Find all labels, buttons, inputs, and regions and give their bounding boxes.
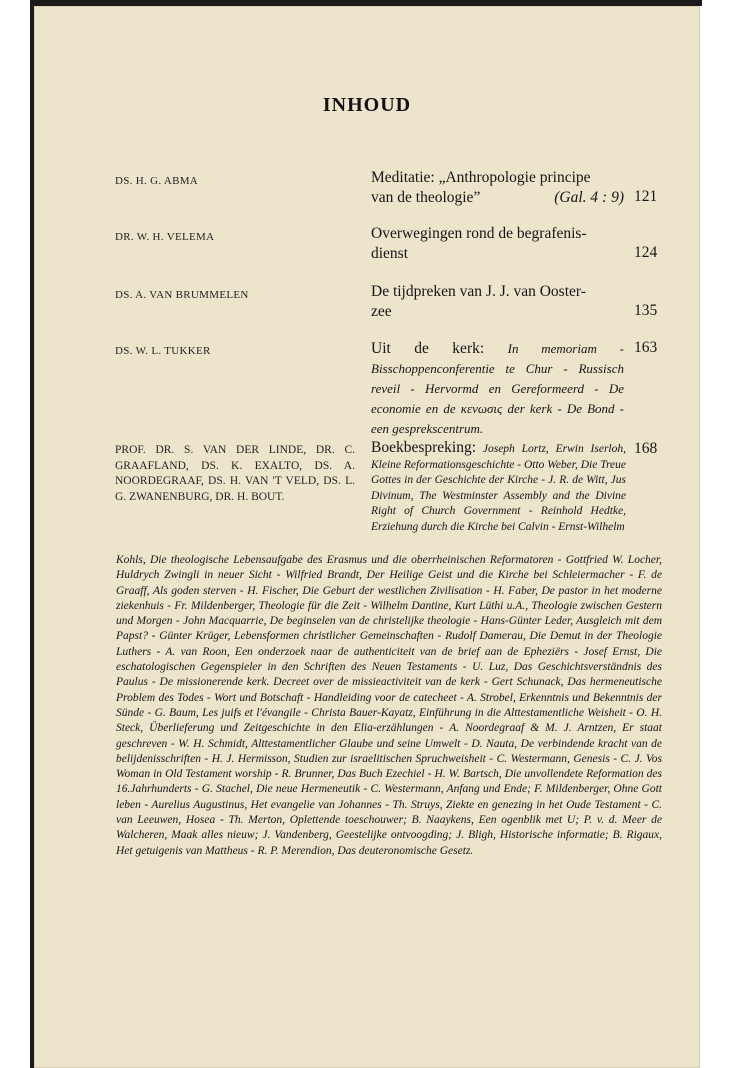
book-review-heading xyxy=(371,440,626,535)
entry-page-number: 135 xyxy=(634,302,658,319)
entry-title-line1: Meditatie: „Anthropologie principe xyxy=(371,169,591,186)
entry-page-number: 163 xyxy=(634,339,658,356)
entry-title-line2-row xyxy=(371,188,624,208)
entry-title-meditatie xyxy=(371,168,624,208)
entry-title-lead: Uit de kerk: xyxy=(371,340,485,357)
entry-title-line1: De tijdpreken van J. J. van Ooster- xyxy=(371,283,586,300)
page-title: INHOUD xyxy=(322,94,412,116)
entry-author-velema: DR. W. H. VELEMA xyxy=(115,231,215,243)
entry-title-begrafenisdienst xyxy=(371,224,624,264)
entry-page-number: 124 xyxy=(634,244,658,261)
entry-author-abma: DS. H. G. ABMA xyxy=(115,175,199,187)
book-review-lead: Boekbespreking: xyxy=(371,439,477,456)
entry-title-line2: van de theologie” xyxy=(371,189,481,206)
entry-title-line2: zee xyxy=(371,303,392,320)
book-review-page-number: 168 xyxy=(634,440,658,457)
entry-title-line1: Overwegingen rond de begrafenis- xyxy=(371,225,587,242)
entry-reference: (Gal. 4 : 9) xyxy=(554,189,624,206)
entry-title-line2: dienst xyxy=(371,245,409,262)
book-review-list-continuation: Kohls, Die theologische Lebensaufgabe des Erasmus und die oberrheinischen Reformatoren - Gottfried W. Locher, Huldrych Zwingli in neuer Sicht - Wilfried Brandt, Der Heilige Geist und die Kirche bei Schleiermacher - F. de Graaff, Als goden sterven - H. Fischer, Die Geburt der westlichen Zivilisation - H. Faber, De pastor in het moderne ziekenhuis - Fr. Mildenberger, Theologie für die Zeit - Wilhelm Dantine, Kurt Lüthi u.A., Theologie zwischen Gestern und Morgen - John Macquarrie, De beginselen van de christelijke theologie - Hans-Günter Leder, Ausgleich mit dem Papst? - Günter Krüger, Lebensformen christlicher Gemeinschaften - Rudolf Damerau, Die Demut in der Theologie Luthers - A. van Roon, Een onderzoek naar de authenticiteit van de brief aan de Epheziërs - Josef Ernst, Die eschatologischen Gegenspieler in den Schriften des Neuen Testaments - U. Luz, Das Geschichtsverständnis des Paulus - De missionerende kerk. Decreet over de missieactiviteit van de kerk - Gert Schunack, Das hermeneutische Problem des Todes - Wort und Botschaft - Handleiding voor de catecheet - A. Strobel, Erkenntnis und Bekenntnis der Sünde - G. Baum, Les juifs et l'évangile - Christa Bauer-Kayatz, Einführung in die Alttestamentliche Weisheit - O. H. Steck, Überlieferung und Zeitgeschichte in den Elia-erzählungen - A. Noordegraaf & M. J. Arntzen, Er staat geschreven - W. H. Schmidt, Alttestamentlicher Glaube und seine Umwelt - D. Nauta, De verbindende kracht van de belijdenisschriften - H. J. Hermisson, Studien zur israelitischen Spruchweisheit - C. Westermann, Genesis - C. J. Vos Woman in Old Testament worship - R. Brunner, Das Buch Ezechiel - H. W. Bartsch, Die unvollendete Reformation des 16.Jahrhunderts - G. Stachel, Die neue Hermeneutik - C. Westermann, Anfang und Ende; F. Mildenberger, Ohne Gott leben - Aurelius Augustinus, Het evangelie van Johannes - Th. Struys, Ziekte en genezing in het Oude Testament - C. van Leeuwen, Hosea - Th. Merton, Oplettende toeschouwer; B. Naaykens, Een ogenblik met U; P. v. d. Meer de Walcheren, Maak alles nieuw; J. Vandenberg, Geestelijke ontvoogding; J. Bligh, Historische informatie; B. Rigaux, Het getuigenis van Mattheus - R. P. Merendion, Das deuteronomische Gesetz. xyxy=(116,554,662,857)
book-review-authors: PROF. DR. S. VAN DER LINDE, DR. C. GRAAFLAND, DS. K. EXALTO, DS. A. NOORDEGRAAF, DS. H. VAN 'T VELD, DS. L. G. ZWANENBURG, DR. H. BOUT. xyxy=(115,444,355,503)
entry-description: In memoriam - Bisschoppenconferentie te Chur - Russisch reveil - Hervormd en Gereformeerd - De economie en de κενωσις der kerk - De Bond - een gesprekscentrum. xyxy=(371,341,624,436)
entry-title-tijdpreken xyxy=(371,282,624,322)
entry-page-number: 121 xyxy=(634,188,658,205)
entry-author-van-brummelen: DS. A. VAN BRUMMELEN xyxy=(115,289,249,301)
entry-uit-de-kerk xyxy=(371,339,624,439)
document-page xyxy=(34,6,700,1068)
entry-author-tukker: DS. W. L. TUKKER xyxy=(115,345,211,357)
book-review-list-start: Joseph Lortz, Erwin Iserloh, Kleine Reformationsgeschichte - Otto Weber, Die Treue Gottes in der Geschichte der Kirche - J. R. de Witt, Jus Divinum, The Westminster Assembly and the Divine Right of Church Government - Reinhold Hedtke, Erziehung durch die Kirche bei Calvin - Ernst-Wilhelm xyxy=(371,443,627,533)
